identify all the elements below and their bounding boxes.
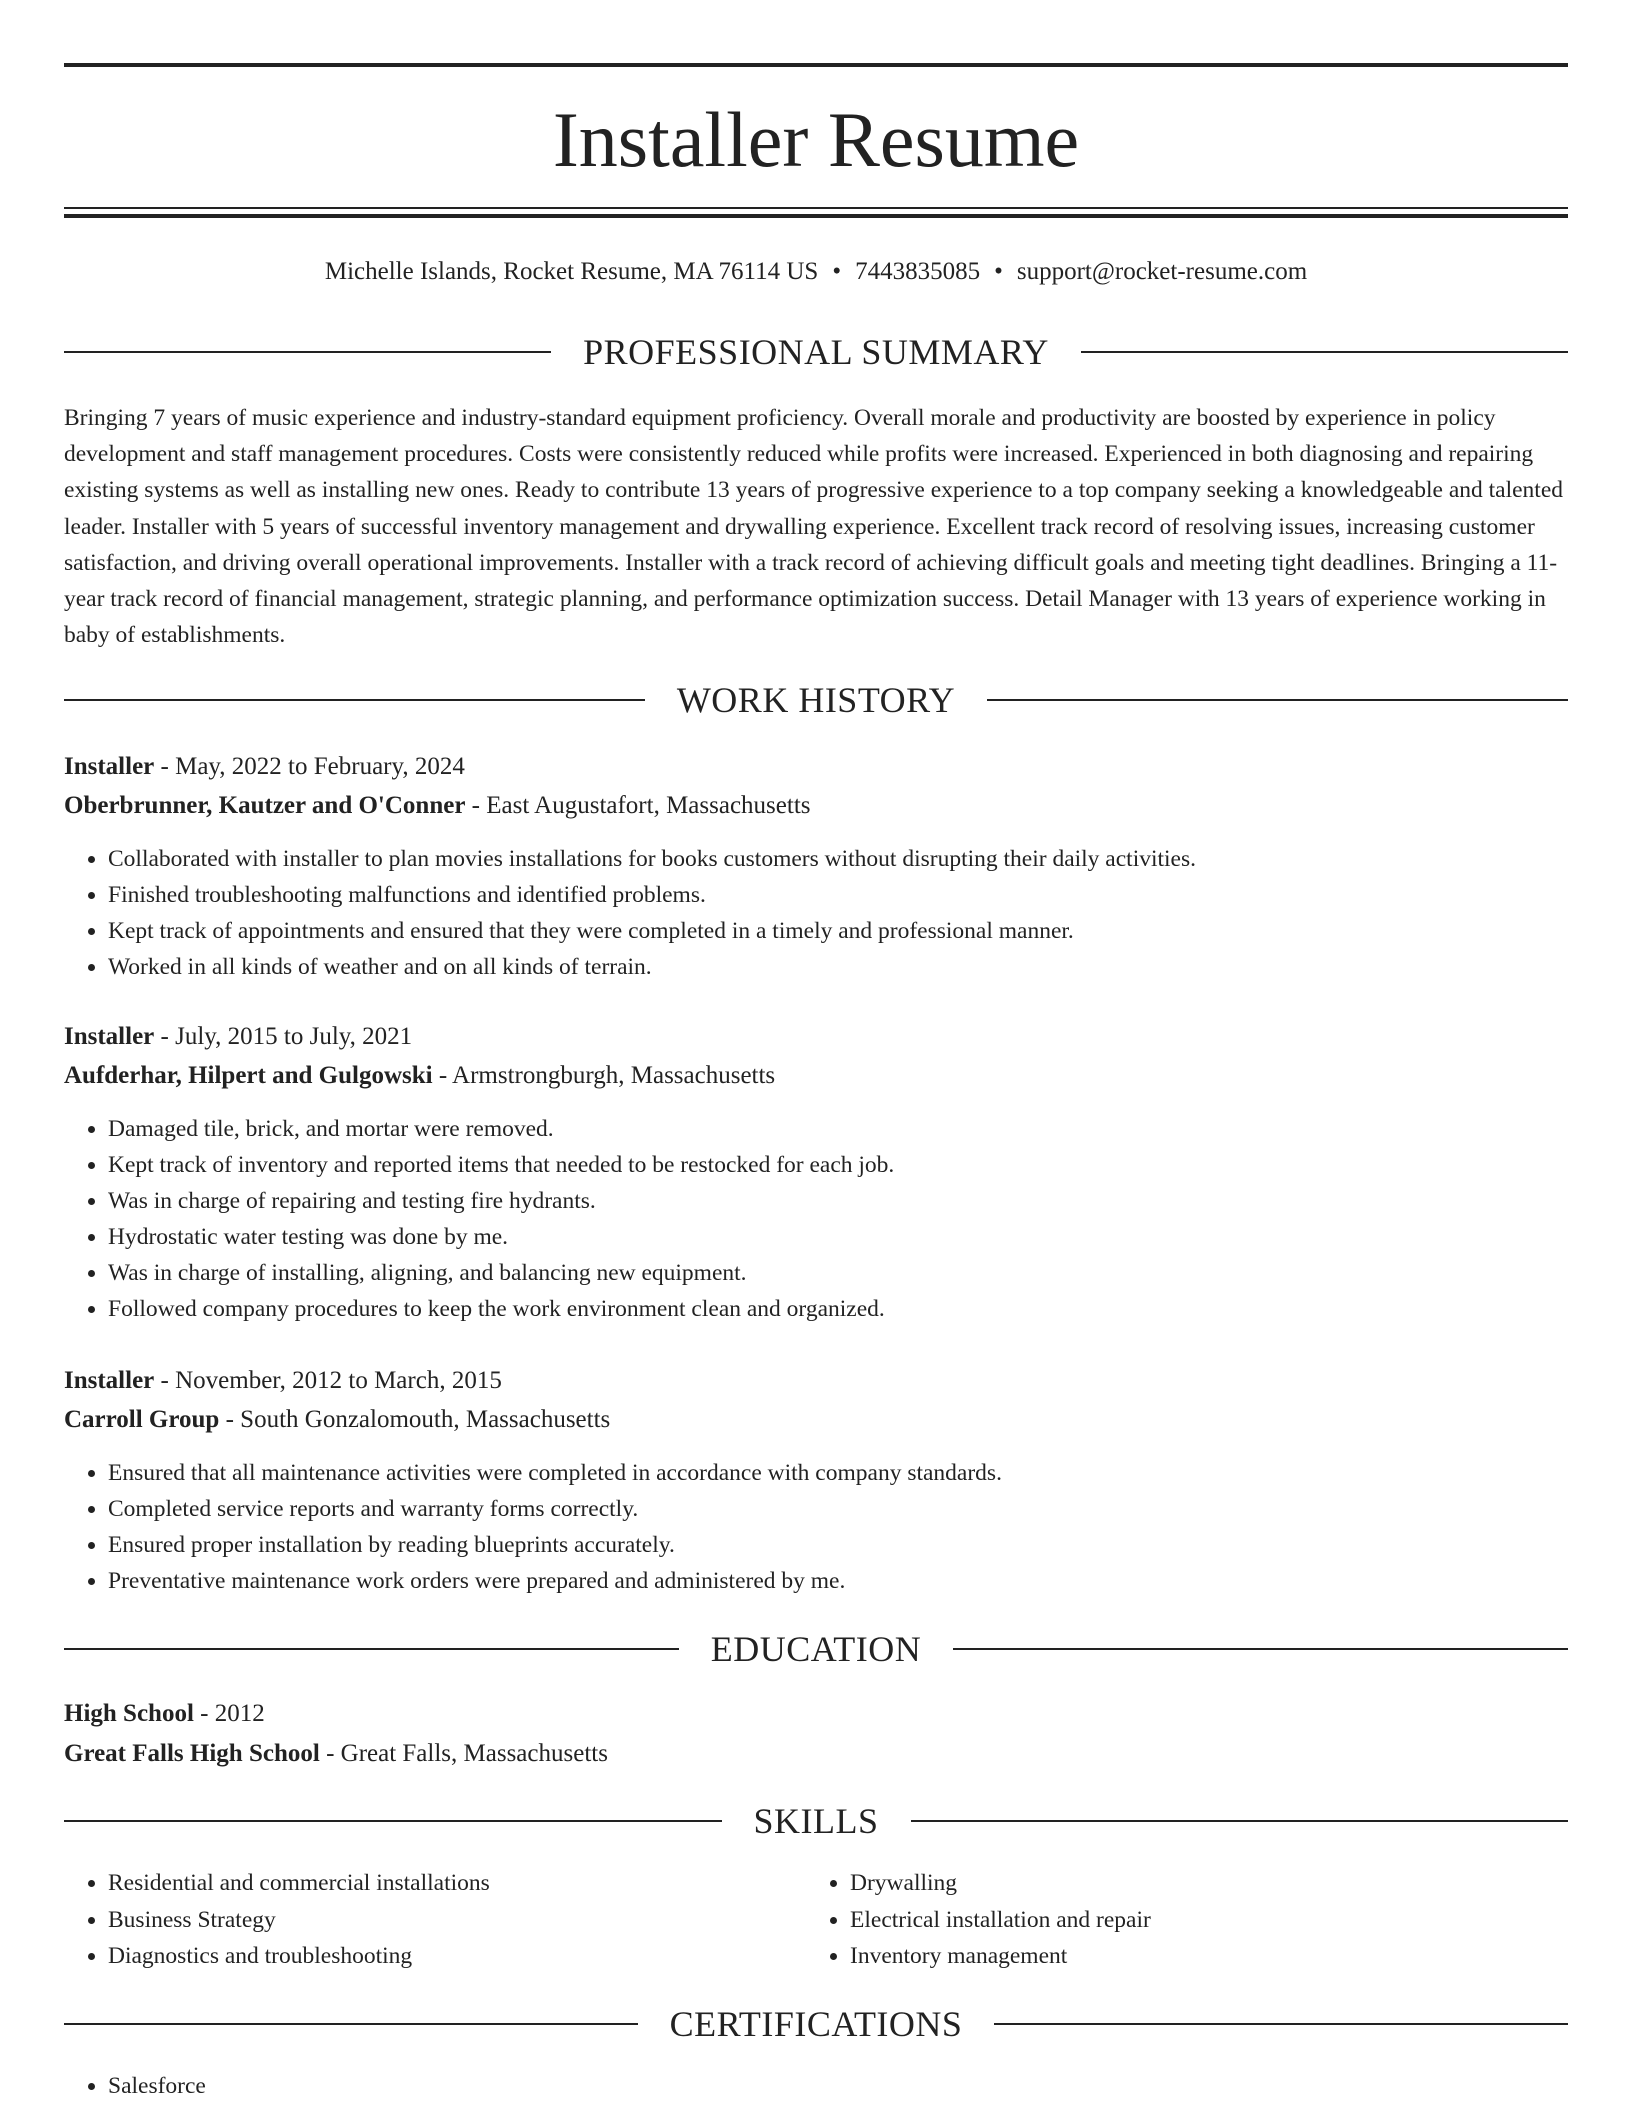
certifications-list xyxy=(64,2068,1568,2104)
education-school: Great Falls High School xyxy=(64,1740,320,1767)
list-item: • Hydrostatic water testing was done by me. xyxy=(108,1219,1568,1255)
job-title-line xyxy=(64,748,1568,786)
heading-rule xyxy=(994,2023,1568,2025)
contact-line xyxy=(64,254,1568,290)
education-location: - Great Falls, Massachusetts xyxy=(319,1740,608,1767)
education-year: - 2012 xyxy=(193,1700,265,1727)
section-heading-summary xyxy=(64,332,1568,372)
education-degree-line xyxy=(64,1695,1568,1733)
list-item: • Damaged tile, brick, and mortar were removed. xyxy=(108,1111,1568,1147)
contact-email: support@rocket-resume.com xyxy=(1016,258,1308,285)
list-item: • Was in charge of repairing and testing fire hydrants. xyxy=(108,1183,1568,1219)
skill-item: • Diagnostics and troubleshooting xyxy=(108,1938,808,1975)
education-degree: High School xyxy=(64,1700,194,1727)
skill-item: • Electrical installation and repair xyxy=(850,1902,1550,1939)
job-duties-list xyxy=(64,1111,1568,1327)
title-double-rule xyxy=(64,207,1568,218)
list-item: • Followed company procedures to keep the work environment clean and organized. xyxy=(108,1291,1568,1327)
job-duties-list xyxy=(64,1455,1568,1599)
contact-phone: 7443835085 xyxy=(855,258,981,285)
summary-text: Bringing 7 years of music experience and industry-standard equipment proficiency. Overall morale and productivity are boosted by experience in policy development and staff management procedures. Costs were consistently reduced while profits were increased. Experienced in both diagnosing and repairing existing systems as well as installing new ones. Ready to contribute 13 years of progressive experience to a top company seeking a knowledgeable and talented leader. Installer with 5 years of successful inventory management and drywalling experience. Excellent track record of resolving issues, increasing customer satisfaction, and driving overall operational improvements. Installer with a track record of achieving difficult goals and meeting tight deadlines. Bringing a 11-year track record of financial management, strategic planning, and performance optimization success. Detail Manager with 13 years of experience working in baby of establishments. xyxy=(64,405,1564,649)
job-location: - Armstrongburgh, Massachusetts xyxy=(432,1062,776,1089)
job-company: Oberbrunner, Kautzer and O'Conner xyxy=(64,792,466,819)
job-location: - East Augustafort, Massachusetts xyxy=(465,792,811,819)
heading-rule xyxy=(953,1648,1568,1650)
page-title: Installer Resume xyxy=(552,96,1080,183)
list-item: • Collaborated with installer to plan movies installations for books customers without disrupting their daily activities. xyxy=(108,841,1568,877)
contact-separator: • xyxy=(994,258,1003,285)
job-dates: - July, 2015 to July, 2021 xyxy=(154,1023,413,1050)
list-item: • Ensured proper installation by reading blueprints accurately. xyxy=(108,1527,1568,1563)
certification-item: • Salesforce xyxy=(108,2068,1568,2104)
skill-item: • Drywalling xyxy=(850,1865,1550,1902)
section-title: SKILLS xyxy=(753,1801,879,1841)
heading-rule xyxy=(64,351,551,353)
section-title: PROFESSIONAL SUMMARY xyxy=(583,332,1049,372)
section-heading-work-history xyxy=(64,680,1568,720)
list-item: • Kept track of appointments and ensured that they were completed in a timely and professional manner. xyxy=(108,913,1568,949)
skill-item: • Business Strategy xyxy=(108,1902,808,1939)
list-item: • Kept track of inventory and reported items that needed to be restocked for each job. xyxy=(108,1147,1568,1183)
list-item: • Preventative maintenance work orders were prepared and administered by me. xyxy=(108,1563,1568,1599)
heading-rule xyxy=(64,1820,722,1822)
heading-rule xyxy=(64,1648,679,1650)
list-item: • Completed service reports and warranty forms correctly. xyxy=(108,1491,1568,1527)
job-title-line xyxy=(64,1018,1568,1056)
contact-separator: • xyxy=(832,258,842,285)
section-heading-education xyxy=(64,1629,1568,1669)
education-school-line xyxy=(64,1735,1568,1773)
top-rule xyxy=(64,63,1568,67)
section-title: EDUCATION xyxy=(710,1629,922,1669)
job-company-line xyxy=(64,1401,1568,1439)
job-company-line xyxy=(64,787,1568,825)
job-title: Installer xyxy=(64,753,155,780)
skills-list-left xyxy=(64,1865,808,1975)
section-heading-certifications xyxy=(64,2004,1568,2044)
list-item: • Finished troubleshooting malfunctions and identified problems. xyxy=(108,877,1568,913)
heading-rule xyxy=(911,1820,1569,1822)
job-dates: - November, 2012 to March, 2015 xyxy=(154,1367,502,1394)
job-location: - South Gonzalomouth, Massachusetts xyxy=(219,1406,611,1433)
job-duties-list xyxy=(64,841,1568,985)
heading-rule xyxy=(987,699,1568,701)
job-title: Installer xyxy=(64,1023,155,1050)
section-heading-skills xyxy=(64,1801,1568,1841)
contact-address: Michelle Islands, Rocket Resume, MA 76114 US xyxy=(324,258,819,285)
heading-rule xyxy=(1081,351,1568,353)
list-item: • Was in charge of installing, aligning, and balancing new equipment. xyxy=(108,1255,1568,1291)
section-title: CERTIFICATIONS xyxy=(669,2004,963,2044)
job-dates: - May, 2022 to February, 2024 xyxy=(154,753,465,780)
skill-item: • Residential and commercial installations xyxy=(108,1865,808,1902)
job-title-line xyxy=(64,1362,1568,1400)
heading-rule xyxy=(64,699,645,701)
job-company: Aufderhar, Hilpert and Gulgowski xyxy=(64,1062,433,1089)
job-company-line xyxy=(64,1057,1568,1095)
skill-item: • Inventory management xyxy=(850,1938,1550,1975)
skills-list-right xyxy=(806,1865,1550,1975)
job-title: Installer xyxy=(64,1367,155,1394)
section-title: WORK HISTORY xyxy=(676,680,956,720)
list-item: • Worked in all kinds of weather and on all kinds of terrain. xyxy=(108,949,1568,985)
job-company: Carroll Group xyxy=(64,1406,220,1433)
list-item: • Ensured that all maintenance activities were completed in accordance with company standards. xyxy=(108,1455,1568,1491)
heading-rule xyxy=(64,2023,638,2025)
